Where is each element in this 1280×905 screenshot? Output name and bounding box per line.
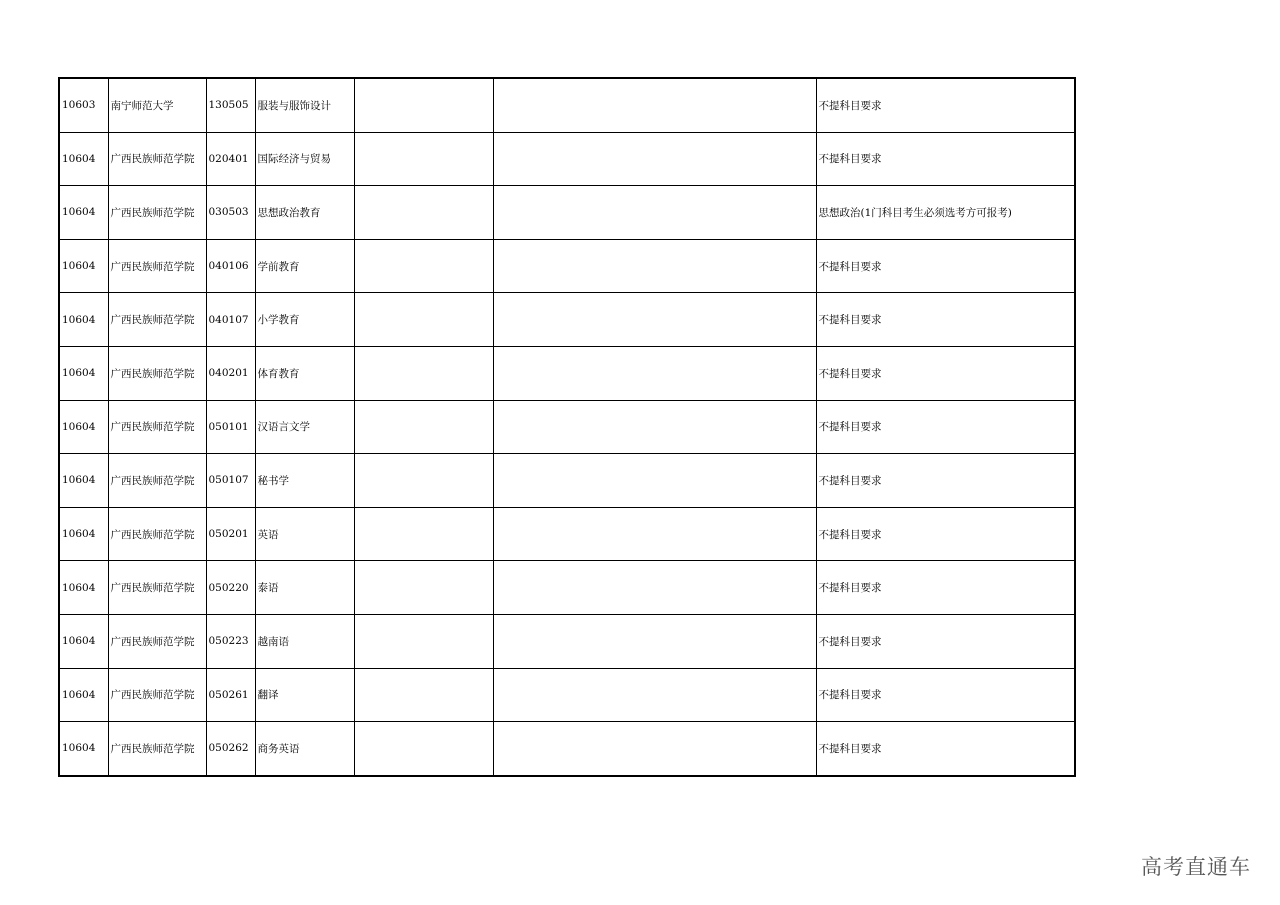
school-code-cell: 10604 <box>59 668 108 722</box>
school-name-cell: 广西民族师范学院 <box>108 132 206 186</box>
empty-cell <box>354 78 493 132</box>
requirement-cell: 不提科目要求 <box>816 722 1075 776</box>
table-row <box>59 186 1075 240</box>
school-name-cell: 广西民族师范学院 <box>108 614 206 668</box>
table-row <box>59 346 1075 400</box>
major-code-cell: 050223 <box>206 614 255 668</box>
school-name-cell: 广西民族师范学院 <box>108 346 206 400</box>
empty-cell <box>354 239 493 293</box>
watermark-text: 高考直通车 <box>1141 855 1251 879</box>
empty-cell <box>493 186 816 240</box>
school-code-cell: 10604 <box>59 454 108 508</box>
major-name-cell: 学前教育 <box>255 239 354 293</box>
school-code-cell: 10604 <box>59 614 108 668</box>
table-row <box>59 454 1075 508</box>
empty-cell <box>493 561 816 615</box>
school-name-cell: 广西民族师范学院 <box>108 293 206 347</box>
major-name-cell: 越南语 <box>255 614 354 668</box>
school-name-cell: 广西民族师范学院 <box>108 454 206 508</box>
table-row <box>59 400 1075 454</box>
school-code-cell: 10603 <box>59 78 108 132</box>
empty-cell <box>354 346 493 400</box>
requirement-cell: 不提科目要求 <box>816 614 1075 668</box>
major-name-cell: 国际经济与贸易 <box>255 132 354 186</box>
major-name-cell: 泰语 <box>255 561 354 615</box>
empty-cell <box>493 722 816 776</box>
table-row <box>59 78 1075 132</box>
major-code-cell: 050201 <box>206 507 255 561</box>
school-code-cell: 10604 <box>59 239 108 293</box>
major-code-cell: 050107 <box>206 454 255 508</box>
table-row <box>59 668 1075 722</box>
requirement-cell: 不提科目要求 <box>816 78 1075 132</box>
empty-cell <box>354 132 493 186</box>
empty-cell <box>354 668 493 722</box>
requirement-cell: 不提科目要求 <box>816 239 1075 293</box>
empty-cell <box>354 722 493 776</box>
major-code-cell: 130505 <box>206 78 255 132</box>
empty-cell <box>493 668 816 722</box>
major-code-cell: 040106 <box>206 239 255 293</box>
empty-cell <box>354 561 493 615</box>
table-row <box>59 722 1075 776</box>
school-code-cell: 10604 <box>59 561 108 615</box>
table-row <box>59 561 1075 615</box>
school-name-cell: 广西民族师范学院 <box>108 722 206 776</box>
major-name-cell: 商务英语 <box>255 722 354 776</box>
table-row <box>59 507 1075 561</box>
major-name-cell: 思想政治教育 <box>255 186 354 240</box>
school-code-cell: 10604 <box>59 186 108 240</box>
table-row <box>59 132 1075 186</box>
major-code-cell: 050262 <box>206 722 255 776</box>
empty-cell <box>493 400 816 454</box>
empty-cell <box>493 239 816 293</box>
empty-cell <box>493 507 816 561</box>
empty-cell <box>354 400 493 454</box>
table-row <box>59 614 1075 668</box>
empty-cell <box>493 454 816 508</box>
requirement-cell: 不提科目要求 <box>816 561 1075 615</box>
requirement-cell: 不提科目要求 <box>816 346 1075 400</box>
empty-cell <box>493 132 816 186</box>
school-name-cell: 广西民族师范学院 <box>108 507 206 561</box>
major-code-cell: 040201 <box>206 346 255 400</box>
major-code-cell: 050220 <box>206 561 255 615</box>
school-name-cell: 广西民族师范学院 <box>108 561 206 615</box>
requirement-cell: 不提科目要求 <box>816 293 1075 347</box>
table-body <box>59 78 1075 776</box>
major-name-cell: 小学教育 <box>255 293 354 347</box>
empty-cell <box>354 186 493 240</box>
major-name-cell: 秘书学 <box>255 454 354 508</box>
school-code-cell: 10604 <box>59 346 108 400</box>
empty-cell <box>354 293 493 347</box>
empty-cell <box>354 507 493 561</box>
school-name-cell: 广西民族师范学院 <box>108 186 206 240</box>
table-row <box>59 293 1075 347</box>
empty-cell <box>354 614 493 668</box>
school-code-cell: 10604 <box>59 293 108 347</box>
major-name-cell: 英语 <box>255 507 354 561</box>
major-code-cell: 020401 <box>206 132 255 186</box>
requirement-cell: 不提科目要求 <box>816 454 1075 508</box>
major-code-cell: 050101 <box>206 400 255 454</box>
empty-cell <box>493 614 816 668</box>
empty-cell <box>354 454 493 508</box>
school-code-cell: 10604 <box>59 722 108 776</box>
empty-cell <box>493 293 816 347</box>
requirement-cell: 思想政治(1门科目考生必须选考方可报考) <box>816 186 1075 240</box>
major-code-cell: 040107 <box>206 293 255 347</box>
school-code-cell: 10604 <box>59 400 108 454</box>
major-name-cell: 汉语言文学 <box>255 400 354 454</box>
requirement-cell: 不提科目要求 <box>816 668 1075 722</box>
empty-cell <box>493 346 816 400</box>
empty-cell <box>493 78 816 132</box>
major-code-cell: 050261 <box>206 668 255 722</box>
table-row <box>59 239 1075 293</box>
requirement-cell: 不提科目要求 <box>816 132 1075 186</box>
requirement-cell: 不提科目要求 <box>816 507 1075 561</box>
major-name-cell: 体育教育 <box>255 346 354 400</box>
school-name-cell: 广西民族师范学院 <box>108 668 206 722</box>
school-name-cell: 广西民族师范学院 <box>108 400 206 454</box>
school-name-cell: 广西民族师范学院 <box>108 239 206 293</box>
school-code-cell: 10604 <box>59 132 108 186</box>
school-name-cell: 南宁师范大学 <box>108 78 206 132</box>
requirement-cell: 不提科目要求 <box>816 400 1075 454</box>
major-code-cell: 030503 <box>206 186 255 240</box>
school-code-cell: 10604 <box>59 507 108 561</box>
major-name-cell: 服装与服饰设计 <box>255 78 354 132</box>
subject-requirements-table <box>58 77 1076 777</box>
major-name-cell: 翻译 <box>255 668 354 722</box>
